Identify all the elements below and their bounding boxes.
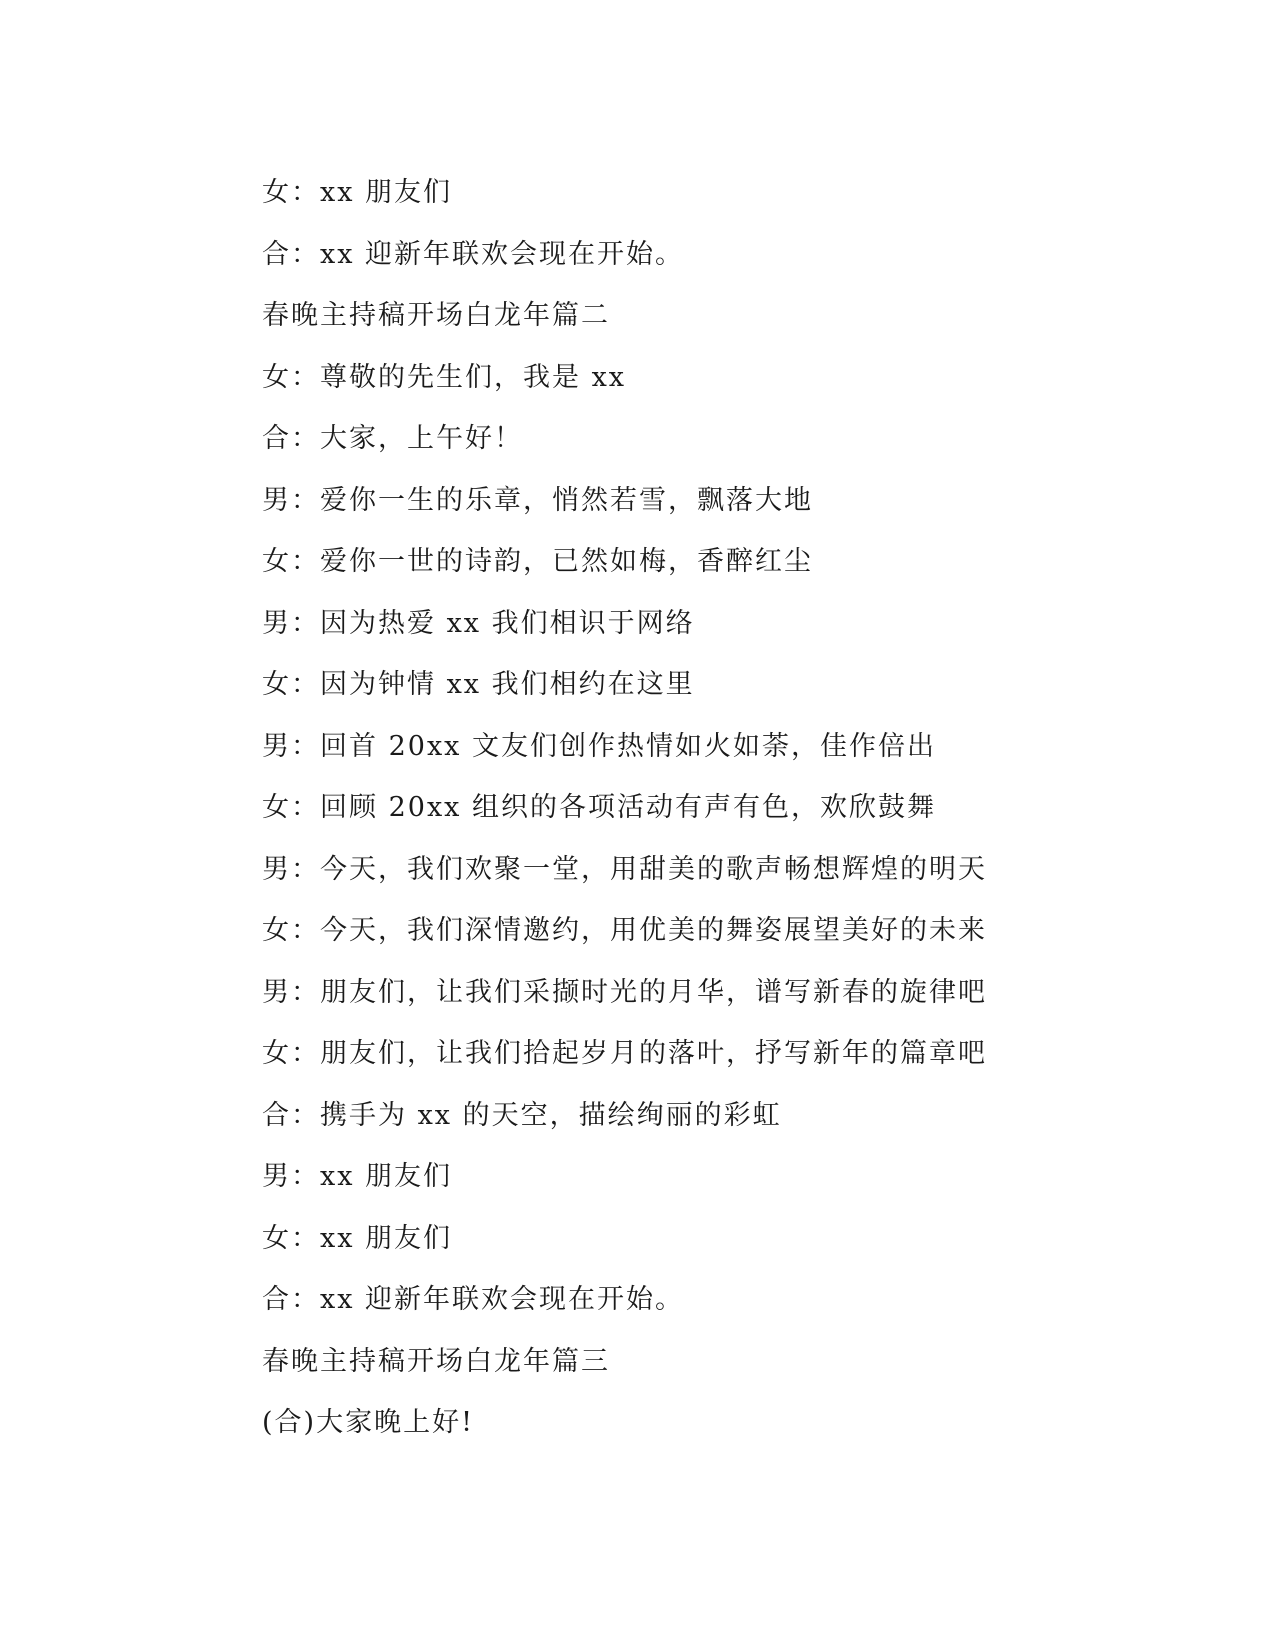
text-line: 男：xx 朋友们 — [262, 1161, 453, 1192]
text-line: (合)大家晚上好! — [262, 1407, 474, 1438]
text-line: 合：大家，上午好！ — [262, 423, 523, 454]
text-line: 男：回首 20xx 文友们创作热情如火如荼，佳作倍出 — [262, 730, 936, 762]
text-line: 女：爱你一世的诗韵，已然如梅，香醉红尘 — [262, 546, 813, 577]
text-line: 女：尊敬的先生们，我是 xx — [262, 361, 627, 393]
text-line: 女：xx 朋友们 — [262, 1222, 453, 1254]
text-line: 男：今天，我们欢聚一堂，用甜美的歌声畅想辉煌的明天 — [262, 853, 987, 885]
text-line: 男：爱你一生的乐章，悄然若雪，飘落大地 — [262, 484, 813, 516]
text-line: 合：xx 迎新年联欢会现在开始。 — [262, 1284, 685, 1315]
text-line: 合：携手为 xx 的天空，描绘绚丽的彩虹 — [262, 1099, 782, 1131]
text-line: 女：因为钟情 xx 我们相约在这里 — [262, 669, 695, 700]
text-line: 女：回顾 20xx 组织的各项活动有声有色，欢欣鼓舞 — [262, 792, 936, 823]
text-line: 男：朋友们，让我们采撷时光的月华，谱写新春的旋律吧 — [262, 976, 987, 1008]
text-line: 女：朋友们，让我们拾起岁月的落叶，抒写新年的篇章吧 — [262, 1038, 987, 1069]
text-line: 男：因为热爱 xx 我们相识于网络 — [262, 607, 695, 639]
section-heading: 春晚主持稿开场白龙年篇二 — [262, 300, 610, 331]
text-line: 女：今天，我们深情邀约，用优美的舞姿展望美好的未来 — [262, 915, 987, 946]
section-heading: 春晚主持稿开场白龙年篇三 — [262, 1345, 610, 1377]
document-body — [262, 162, 1022, 1454]
text-line: 女：xx 朋友们 — [262, 177, 453, 208]
text-line: 合：xx 迎新年联欢会现在开始。 — [262, 238, 685, 270]
